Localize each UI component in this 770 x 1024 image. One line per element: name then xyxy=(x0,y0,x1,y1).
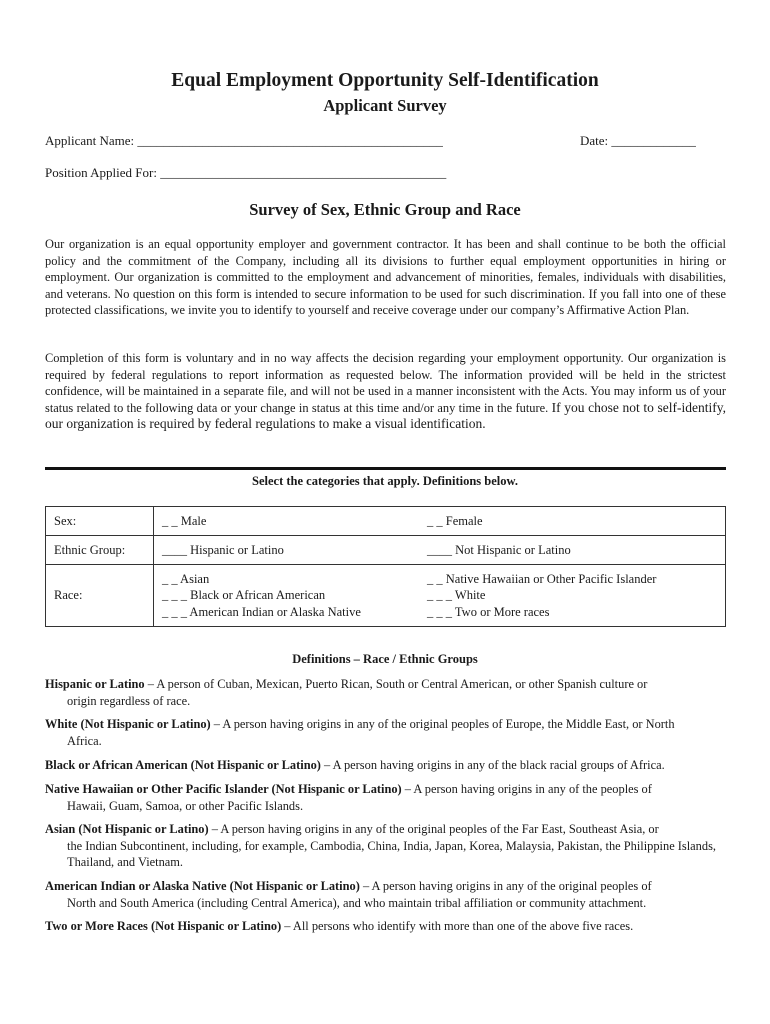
definition-item xyxy=(45,676,726,709)
native-hawaiian-option[interactable]: _ _ Native Hawaiian or Other Pacific Islander xyxy=(427,571,657,586)
hispanic-option[interactable]: ____ Hispanic or Latino xyxy=(162,542,284,557)
categories-table xyxy=(45,506,726,627)
race-row xyxy=(46,565,726,627)
definition-item xyxy=(45,781,726,814)
female-option[interactable]: _ _ Female xyxy=(427,513,483,528)
definition-text: – A person having origins in any of the black racial groups of Africa. xyxy=(320,758,665,772)
definition-continuation: Africa. xyxy=(67,733,102,748)
definition-text: – A person having origins in any of the original peoples of Europe, the Middle East, or North xyxy=(210,717,675,731)
definition-continuation: North and South America (including Central America), and who maintain tribal affiliation or community attachment. xyxy=(67,895,647,910)
black-option[interactable]: _ _ _ Black or African American xyxy=(162,588,326,603)
visual-identification-text: If you chose not to self-identify, our organization is required by federal regulations to make a visual identification. xyxy=(45,399,726,431)
male-option[interactable]: _ _ Male xyxy=(162,513,207,528)
definition-item xyxy=(45,757,726,774)
sex-row xyxy=(46,507,726,536)
definition-item xyxy=(45,918,726,935)
section-divider xyxy=(45,467,726,470)
definition-term: Two or More Races (Not Hispanic or Latino) xyxy=(45,919,282,933)
definition-text: – A person having origins in any of the original peoples of xyxy=(359,879,652,893)
two-or-more-option[interactable]: _ _ _ Two or More races xyxy=(427,604,550,619)
definition-text: – A person of Cuban, Mexican, Puerto Rican, South or Central American, or other Spanish culture or xyxy=(144,677,648,691)
intro-paragraph: Our organization is an equal opportunity employer and government contractor. It has been and shall continue to be both the official policy and the commitment of the Company, including all its divisions to further equal employment opportunities in hiring or employment. Our organization is committed to the employment and advancement of minorities, females, individuals with disabilities, and veterans. No question on this form is intended to secure information to be used for such discrimination. If you fall into one of these protected classifications, we invite you to identify to yourself and receive coverage under our company’s Affirmative Action Plan. xyxy=(45,237,726,317)
ethnic-group-row xyxy=(46,536,726,565)
sex-label: Sex: xyxy=(46,507,154,536)
survey-section-title: Survey of Sex, Ethnic Group and Race xyxy=(249,200,521,219)
definition-term: Native Hawaiian or Other Pacific Islander (Not Hispanic or Latino) xyxy=(45,782,402,796)
definition-text: – A person having origins in any of the peoples of xyxy=(401,782,652,796)
race-label: Race: xyxy=(46,565,154,627)
document-subtitle: Applicant Survey xyxy=(323,96,447,115)
definition-text: – A person having origins in any of the original peoples of the Far East, Southeast Asia, or xyxy=(208,822,659,836)
definition-continuation: Hawaii, Guam, Samoa, or other Pacific Islands. xyxy=(67,798,304,813)
definition-term: Hispanic or Latino xyxy=(45,677,145,691)
asian-option[interactable]: _ _ Asian xyxy=(162,571,210,586)
definition-term: White (Not Hispanic or Latino) xyxy=(45,717,211,731)
definition-term: Asian (Not Hispanic or Latino) xyxy=(45,822,209,836)
ethnic-group-label: Ethnic Group: xyxy=(46,536,154,565)
definition-term: American Indian or Alaska Native (Not Hispanic or Latino) xyxy=(45,879,360,893)
american-indian-option[interactable]: _ _ _ American Indian or Alaska Native xyxy=(162,604,361,619)
date-field[interactable]: Date: _____________ xyxy=(580,133,696,148)
voluntary-paragraph xyxy=(45,350,726,433)
categories-heading: Select the categories that apply. Definitions below. xyxy=(252,474,518,488)
position-applied-field[interactable]: Position Applied For: ____________________________________________ xyxy=(45,165,447,180)
definition-term: Black or African American (Not Hispanic or Latino) xyxy=(45,758,321,772)
definitions-heading: Definitions – Race / Ethnic Groups xyxy=(292,652,478,666)
voluntary-text: Completion of this form is voluntary and in no way affects the decision regarding your employment opportunity. Our organization is required by federal regulations to report information as requested below. The information provided will be held in the strictest confidence, will be maintained in a separate file, and will not be used in a manner inconsistent with the Acts. You may inform us of your status related to the following data or your change in status at this time and/or any time in the future. xyxy=(45,351,726,415)
definition-continuation: origin regardless of race. xyxy=(67,693,191,708)
applicant-name-field[interactable]: Applicant Name: _______________________________________________ xyxy=(45,133,443,148)
not-hispanic-option[interactable]: ____ Not Hispanic or Latino xyxy=(427,542,571,557)
definition-item xyxy=(45,878,726,911)
definition-text: – All persons who identify with more than one of the above five races. xyxy=(281,919,634,933)
definition-item xyxy=(45,716,726,749)
white-option[interactable]: _ _ _ White xyxy=(427,588,486,603)
document-title: Equal Employment Opportunity Self-Identification xyxy=(171,70,599,91)
definition-continuation: the Indian Subcontinent, including, for example, Cambodia, China, India, Japan, Korea, Malaysia, Pakistan, the Philippine Islands, Thailand, and Vietnam. xyxy=(67,838,716,869)
definition-item xyxy=(45,821,726,871)
